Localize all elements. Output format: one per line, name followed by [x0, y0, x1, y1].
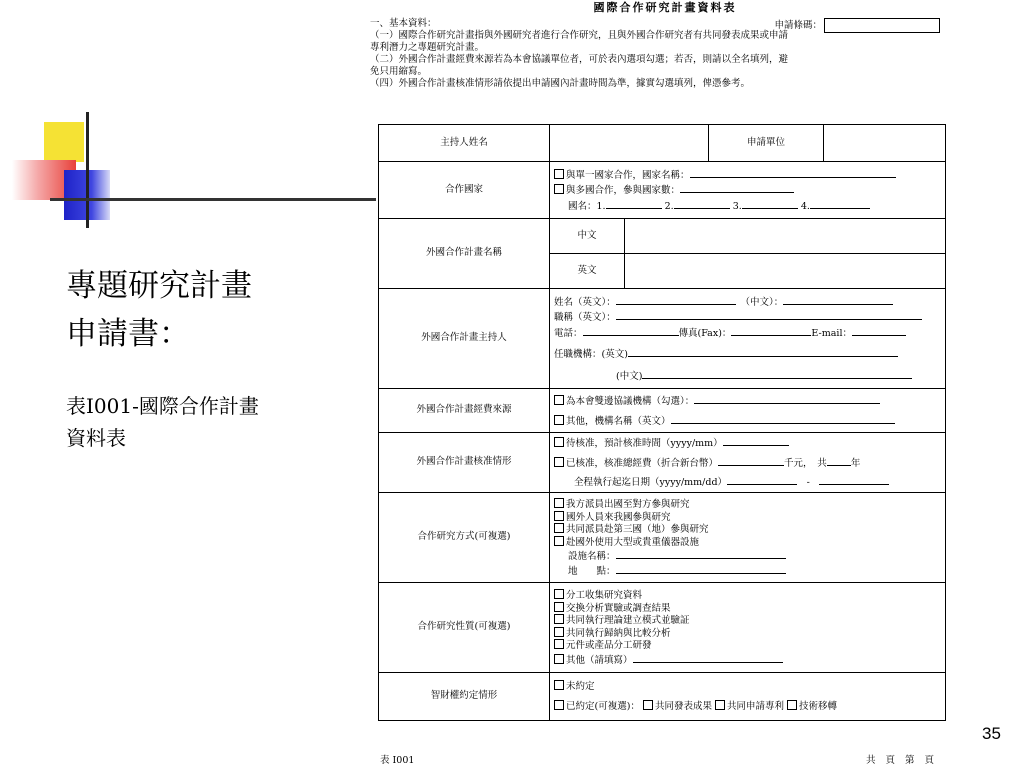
mode-facility: 設施名稱： — [568, 551, 616, 562]
mode-item-4: 赴國外使用大型或貴重儀器設施 — [566, 536, 700, 548]
ip-opt1: 未約定 — [566, 681, 595, 692]
row-foreign-pi — [379, 289, 946, 389]
approval-dash: - — [806, 477, 810, 489]
plan-name-zh-label: 中文 — [550, 219, 625, 253]
nature-item-2: 交換分析實驗或調查結果 — [566, 602, 671, 614]
row-ip — [379, 673, 946, 721]
country-n1: 國名：1. — [568, 200, 606, 212]
approval-label: 外國合作計畫核准情形 — [379, 433, 550, 493]
approval-period: 全程執行起迄日期（yyyy/mm/dd） — [574, 477, 728, 489]
slide-title-line2: 申請書： — [66, 316, 190, 352]
checkbox-icon[interactable] — [554, 654, 564, 664]
fpi-fax: 傳真(Fax)： — [678, 327, 732, 339]
funding-options — [550, 389, 946, 433]
nature-item-3: 共同執行理論建立模式並驗証 — [566, 615, 690, 626]
nature-label: 合作研究性質(可複選) — [379, 583, 550, 673]
note-1: （一）國際合作研究計畫指與外國研究者進行合作研究，且與外國合作研究者有共同發表成果或申請 — [370, 30, 789, 41]
country-label: 合作國家 — [379, 162, 550, 219]
approval-opt1: 待核准，預計核准時間（yyyy/mm） — [566, 438, 723, 450]
checkbox-icon[interactable] — [554, 627, 564, 637]
foreign-pi-fields — [550, 289, 946, 389]
checkbox-icon[interactable] — [554, 437, 564, 447]
row-country — [379, 162, 946, 219]
country-n2: 2. — [664, 200, 674, 212]
vertical-line-decoration — [86, 112, 89, 228]
page-number: 35 — [982, 724, 1001, 743]
approval-unit: 千元， — [784, 457, 808, 469]
fpi-name-zh: （中文）： — [745, 296, 784, 308]
foreign-pi-label: 外國合作計畫主持人 — [379, 289, 550, 389]
note-1-cont: 專利潛力之專題研究計畫。 — [370, 42, 485, 53]
ip-sub3: 技術移轉 — [799, 700, 838, 712]
nature-item-1: 分工收集研究資料 — [566, 590, 643, 601]
form-footer-left: 表 I001 — [380, 755, 415, 766]
checkbox-icon[interactable] — [554, 415, 564, 425]
country-n4: 4. — [800, 200, 810, 212]
checkbox-icon[interactable] — [554, 700, 564, 710]
slide-subtitle-line1: 表I001-國際合作計畫 — [66, 394, 259, 418]
row-plan-name-zh — [379, 219, 946, 254]
slide-title — [66, 262, 346, 358]
note-2: （二）外國合作計畫經費來源若為本會協議單位者，可於表內選項勾選；若否，則請以全名填列，避 — [370, 54, 789, 65]
approval-options — [550, 433, 946, 493]
checkbox-icon[interactable] — [554, 457, 564, 467]
approval-opt2: 已核准，核准總經費（折合新台幣） — [566, 457, 719, 469]
plan-name-zh-value[interactable] — [625, 219, 946, 253]
checkbox-icon[interactable] — [554, 498, 564, 508]
slide-title-line1: 專題研究計畫 — [66, 268, 252, 304]
nature-item-4: 共同執行歸納與比較分析 — [566, 627, 671, 639]
form-section-line — [370, 18, 960, 30]
checkbox-icon[interactable] — [554, 614, 564, 624]
country-opt1: 與單一國家合作，國家名稱： — [566, 169, 690, 181]
pi-label: 主持人姓名 — [379, 125, 550, 162]
note-2-cont: 免只用縮寫。 — [370, 66, 428, 77]
row-mode — [379, 493, 946, 583]
funding-label: 外國合作計畫經費來源 — [379, 389, 550, 433]
country-opt2: 與多國合作，參與國家數： — [566, 185, 681, 197]
yellow-square-decoration — [44, 122, 84, 162]
row-funding — [379, 389, 946, 433]
funding-opt1: 為本會雙邊協議機構（勾選）： — [566, 396, 695, 407]
country-options — [550, 162, 946, 219]
nature-item-6: 其他（請填寫） — [566, 654, 633, 666]
horizontal-line-decoration — [50, 198, 376, 201]
ip-opt2: 已約定(可複選)： — [566, 700, 640, 712]
nature-options — [550, 583, 946, 673]
checkbox-icon[interactable] — [554, 169, 564, 179]
checkbox-icon[interactable] — [554, 511, 564, 521]
row-nature — [379, 583, 946, 673]
unit-value[interactable] — [824, 125, 946, 162]
form-title: 國際合作研究計畫資料表 — [593, 1, 737, 14]
ip-label: 智財權約定情形 — [379, 673, 550, 721]
checkbox-icon[interactable] — [643, 700, 653, 710]
fpi-name: 姓名（英文）： — [554, 296, 616, 308]
funding-opt2: 其他，機構名稱（英文） — [566, 415, 671, 427]
mode-item-3: 共同派員赴第三國（地）參與研究 — [566, 524, 709, 535]
mode-options — [550, 493, 946, 583]
row-approval — [379, 433, 946, 493]
nature-item-5: 元件或產品分工研發 — [566, 640, 652, 651]
checkbox-icon[interactable] — [554, 680, 564, 690]
checkbox-icon[interactable] — [554, 602, 564, 612]
checkbox-icon[interactable] — [715, 700, 725, 710]
checkbox-icon[interactable] — [787, 700, 797, 710]
unit-label: 申請單位 — [709, 125, 824, 162]
slide-subtitle-line2: 資料表 — [66, 426, 126, 450]
mode-item-2: 國外人員來我國參與研究 — [566, 511, 671, 523]
checkbox-icon[interactable] — [554, 639, 564, 649]
mode-label: 合作研究方式(可複選) — [379, 493, 550, 583]
fpi-org: 任職機構：(英文) — [554, 349, 628, 361]
approval-years: 年 — [850, 457, 861, 469]
fpi-org-zh: (中文) — [616, 370, 643, 382]
plan-name-en-value[interactable] — [625, 254, 946, 288]
checkbox-icon[interactable] — [554, 523, 564, 533]
note-4: （四）外國合作計畫核准情形請依提出申請國內計畫時間為準，據實勾選填列，俾憑參考。 — [370, 78, 751, 89]
mode-place: 地 點： — [568, 565, 616, 577]
plan-name-en-label: 英文 — [550, 254, 625, 288]
approval-total: 共 — [817, 457, 827, 469]
pi-value[interactable] — [550, 125, 709, 162]
fpi-title: 職稱（英文）： — [554, 312, 616, 324]
ip-options — [550, 673, 946, 721]
fpi-email: E-mail： — [811, 327, 852, 339]
section-label: 一、基本資料： — [370, 18, 437, 29]
checkbox-icon[interactable] — [554, 536, 564, 546]
checkbox-icon[interactable] — [554, 184, 564, 194]
form-table — [378, 124, 946, 721]
row-pi — [379, 125, 946, 162]
ip-sub1: 共同發表成果 — [654, 700, 712, 712]
checkbox-icon[interactable] — [554, 589, 564, 599]
form-header — [370, 0, 960, 90]
country-n3: 3. — [732, 200, 742, 212]
code-label: 申請條碼： — [774, 20, 822, 31]
fpi-phone: 電話： — [554, 327, 583, 339]
plan-name-label: 外國合作計畫名稱 — [379, 219, 550, 289]
checkbox-icon[interactable] — [554, 395, 564, 405]
mode-item-1: 我方派員出國至對方參與研究 — [566, 499, 690, 510]
slide-subtitle — [66, 390, 346, 454]
form-footer-right: 共頁第頁 — [866, 755, 945, 766]
ip-sub2: 共同申請專利 — [727, 700, 785, 712]
